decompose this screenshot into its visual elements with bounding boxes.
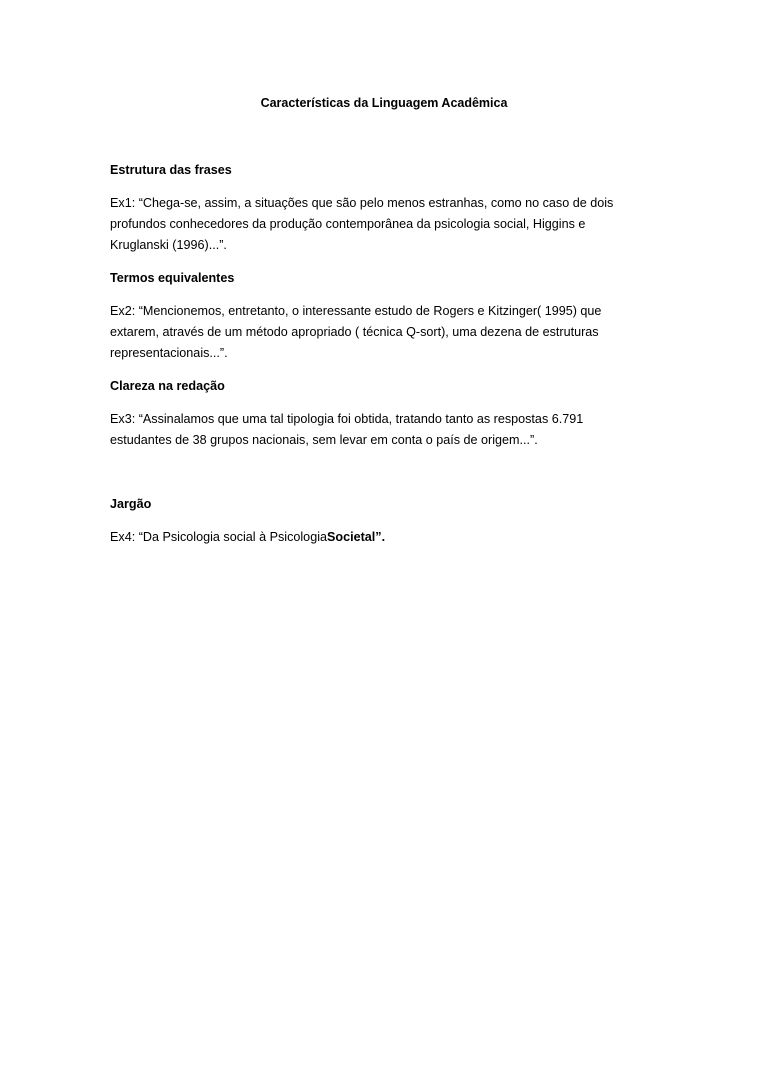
example-2-text: Ex2: “Mencionemos, entretanto, o interessante estudo de Rogers e Kitzinger( 1995) que extarem, através de um método apropriado ( técnica Q-sort), uma dezena de estruturas representacionais...”. xyxy=(110,304,602,360)
example-4-text xyxy=(110,527,630,548)
example-3-text: Ex3: “Assinalamos que uma tal tipologia foi obtida, tratando tanto as respostas 6.791 estudantes de 38 grupos nacionais, sem levar em conta o país de origem...”. xyxy=(110,412,584,447)
example-4-prefix: Ex4: “Da Psicologia social à Psicologia xyxy=(110,530,327,544)
section-heading-equivalent-terms: Termos equivalentes xyxy=(110,271,235,285)
document-body xyxy=(110,160,630,560)
section-heading-jargon: Jargão xyxy=(110,497,152,511)
blank-space xyxy=(110,463,630,494)
example-4-bold: Societal”. xyxy=(327,530,386,544)
document-title: Características da Linguagem Acadêmica xyxy=(260,96,508,110)
section-heading-structure: Estrutura das frases xyxy=(110,163,232,177)
example-1-text: Ex1: “Chega-se, assim, a situações que são pelo menos estranhas, como no caso de dois profundos conhecedores da produção contemporânea da psicologia social, Higgins e Kruglanski (1996)...”. xyxy=(110,196,614,252)
section-heading-clarity: Clareza na redação xyxy=(110,379,225,393)
